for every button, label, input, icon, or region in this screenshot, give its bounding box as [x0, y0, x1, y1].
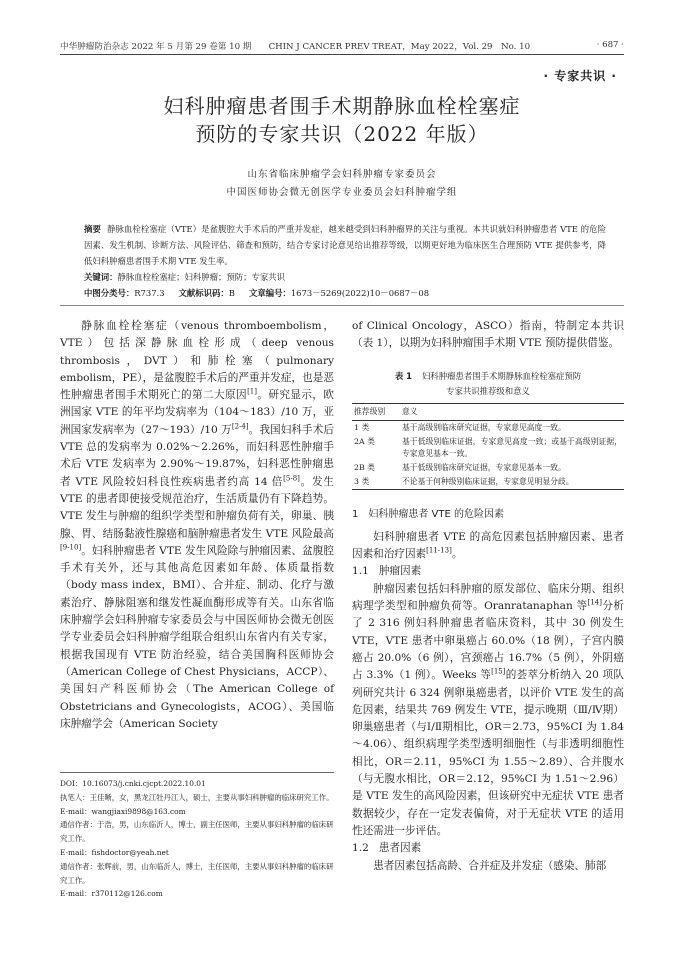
section-1-paragraph — [352, 529, 624, 564]
footnote-email-2[interactable]: E-mail：fishdoctor@yeah.net — [60, 847, 169, 857]
citation-ref[interactable]: [2-4] — [231, 422, 249, 431]
citation-ref[interactable]: [1] — [247, 387, 257, 396]
table-row — [352, 461, 624, 475]
intro-text-2: 。研究显示，欧洲国家 VTE 的年平均发病率为（104～183）/10 万，亚洲国家发病率为（27～193）/10 万 — [60, 389, 335, 436]
cell-level: 2B 类 — [354, 462, 375, 472]
right-column — [352, 318, 624, 875]
intro-text-1: 静脉血栓栓塞症（venous thromboembolism，VTE）包括深静脉血栓形成（deep venous thrombosis，DVT）和肺栓塞（pulmonary embolism，PE），是盆腹腔手术后的严重并发症，也是恶性肿瘤患者围手术期死亡的第二大原因 — [60, 320, 334, 402]
page-number: · 687 · — [596, 40, 624, 50]
article-title-line-2: 预防的专家共识（2022 年版） — [195, 122, 489, 146]
header-level: 推荐级别 — [352, 403, 400, 420]
abstract-text: 静脉血栓栓塞症（VTE）是盆腹腔大手术后的严重并发症，越来越受到妇科肿瘤界的关注与重视。本共识就妇科肿瘤患者 VTE 的危险因素、发生机制、诊断方法、风险评估、筛查和预防，结合专家讨论意见给出推荐等级，以期更好地为临床医生合理预防 VTE 提供参考，降低妇科肿瘤患者围手术期 VTE 发生率。 — [84, 224, 606, 266]
subsection-heading-1-1 — [352, 563, 624, 580]
subsection-1-2-paragraph: 患者因素包括高龄、合并症及并发症（感染、肺部 — [373, 859, 607, 872]
keywords-label: 关键词： — [84, 272, 118, 282]
author-group-2: 中国医师协会微无创医学专业委员会妇科肿瘤学组 — [226, 187, 458, 198]
cell-meaning: 基于高级别临床研究证据，专家意见高度一致。 — [402, 422, 566, 432]
cell-meaning: 不论基于何种级别临床证据，专家意见明显分歧。 — [400, 475, 624, 490]
citation-ref[interactable]: [14] — [587, 598, 602, 607]
citation-ref[interactable]: [5-8] — [283, 474, 300, 483]
cell-level: 2A 类 — [354, 436, 375, 446]
citation-ref[interactable]: [11-13] — [426, 546, 452, 555]
intro-paragraph — [60, 318, 334, 733]
footnote-author-1: 执笔人：王佳晰，女，黑龙江牡丹江人，硕士，主要从事妇科肿瘤的临床研究工作。 — [60, 792, 334, 802]
author-groups — [60, 166, 624, 202]
subsection-heading-1-2 — [352, 840, 624, 857]
article-title-line-1: 妇科肿瘤患者围手术期静脉血栓栓塞症 — [163, 94, 521, 118]
subsection-title: 肿瘤因素 — [378, 565, 422, 578]
article-title — [60, 92, 624, 148]
cell-meaning: 基于低级别临床研究证据，专家意见基本一致。 — [402, 462, 566, 472]
citation-ref[interactable]: [15] — [491, 667, 506, 676]
doc-code-value: B — [228, 288, 235, 298]
subsection-1-1-text: 肿瘤因素包括妇科肿瘤的原发部位、临床分期、组织病理学类型和肿瘤负荷等。Oranratanaphan 等 — [352, 582, 624, 613]
table-row — [352, 475, 624, 490]
section-heading-1: 1 妇科肿瘤患者 VTE 的危险因素 — [352, 508, 504, 520]
subsection-1-1-paragraph — [352, 581, 624, 840]
running-head — [60, 40, 624, 55]
table-caption — [352, 369, 624, 399]
footnotes — [60, 772, 334, 901]
subsection-1-1-text-2: 分析了 2 316 例妇科肿瘤患者临床资料，其中 30 例发生 VTE，VTE 患者中卵巢癌占 60.0%（18 例），子宫内膜癌占 20.0%（6 例），宫颈癌占 16.7%（5 例），外阴癌占 3.3%（1 例）。Weeks 等 — [352, 600, 624, 682]
article-number-value: 1673－5269(2022)10－0687－08 — [290, 288, 430, 298]
intro-text-4: 。发生 VTE 的患者即使接受规范治疗，生活质量仍有下降趋势。VTE 发生与肿瘤的组织学类型和肿瘤负荷有关，卵巢、胰腺、胃、结肠黏液性腺癌和脑肿瘤患者发生 VTE 风险最高 — [60, 475, 334, 540]
table-row — [352, 435, 624, 461]
table-row — [352, 420, 624, 435]
section-1-text-tail: 。 — [451, 548, 463, 561]
header-meaning: 意义 — [400, 403, 624, 420]
keywords — [84, 269, 606, 285]
table-caption-line-1: 妇科肿瘤患者围手术期静脉血栓栓塞症预防 — [422, 370, 582, 381]
classification-line — [84, 285, 606, 301]
citation-ref[interactable]: [9-10] — [60, 543, 82, 552]
clc-label: 中图分类号： — [84, 288, 135, 298]
intro-continuation: of Clinical Oncology，ASCO）指南，特制定本共识（表 1），以期为妇科肿瘤围手术期 VTE 预防提供借鉴。 — [352, 320, 624, 350]
clc-value: R737.3 — [134, 288, 165, 298]
keywords-text: 静脉血栓栓塞症；妇科肿瘤；预防；专家共识 — [117, 272, 285, 282]
section-tag: · 专家共识 · — [543, 69, 617, 83]
doi: DOI：10.16073/j.cnki.cjcpt.2022.10.01 — [60, 779, 206, 788]
cell-meaning: 基于低级别临床证据，专家意见高度一致；或基于高级别证据，专家意见基本一致。 — [402, 436, 622, 458]
article-number-label: 文章编号： — [248, 288, 291, 298]
author-group-1: 山东省临床肿瘤学会妇科肿瘤专家委员会 — [247, 169, 437, 180]
journal-citation: 中华肿瘤防治杂志 2022 年 5 月第 29 卷第 10 期 CHIN J CANCER PREV TREAT，May 2022，Vol. 29 No. 10 — [60, 42, 531, 52]
abstract — [84, 221, 606, 269]
footnote-author-2: 通信作者：于浩，男，山东临沂人，博士，副主任医师，主要从事妇科肿瘤的临床研究工作。 — [60, 820, 334, 844]
footnote-email-3[interactable]: E-mail：r370112@126.com — [60, 889, 163, 899]
recommendation-table — [352, 403, 624, 490]
header-divider — [60, 305, 624, 306]
subsection-title: 患者因素 — [378, 842, 422, 855]
subsection-1-1-text-3: 的荟萃分析纳入 20 项队列研究共计 6 324 例卵巢癌患者，以评价 VTE 发生的高危因素，结果共 769 例发生 VTE，提示晚期（Ⅲ/Ⅳ期）卵巢癌患者（与Ⅰ/Ⅱ期相比，OR＝2.73，95%CI 为 1.84～4.06）、组织病理学类型透明细胞性（与非透明细胞性相比，OR＝2.11，95%CI 为 1.55～2.89）、合并腹水（与无腹水相比，OR＝2.12，95%CI 为 1.51～2.96）是 VTE 发生的高风险因素，但该研究中无症状 VTE 患者数据较少，存在一定发表偏倚，对于无症状 VTE 的适用性还需进一步评估。 — [352, 669, 625, 837]
doc-code-label: 文献标识码： — [178, 288, 229, 298]
cell-level: 3 类 — [352, 475, 400, 490]
intro-text-3: 。我国妇科手术后 VTE 总的发病率为 0.02%～2.26%，而妇科恶性肿瘤手术后 VTE 发病率为 2.90%～19.87%，妇科恶性肿瘤患者 VTE 风险较妇科良性疾病患者约高 14 倍 — [60, 423, 335, 488]
intro-text-5: 。妇科肿瘤患者 VTE 发生风险除与肿瘤因素、盆腹腔手术有关外，还与其他高危因素如年龄、体质量指数（body mass index，BMI）、合并症、制动、化疗与激素治疗、静脉阻塞和继发性凝血酶形成等有关。山东省临床肿瘤学会妇科肿瘤专家委员会与中国医师协会微无创医学专业委员会妇科肿瘤学组联合组织山东省内有关专家，根据我国现有 VTE 防治经验，结合美国胸科医师协会（American College of Chest Physicians，ACCP）、美国妇产科医师协会（The American College of Obstetricians and Gynecologists，ACOG）、美国临床肿瘤学会（American Society — [60, 544, 334, 730]
subsection-number: 1.2 — [352, 842, 369, 855]
table-label: 表 1 — [394, 370, 412, 381]
footnote-email-1[interactable]: E-mail：wangjiaxi9898@163.com — [60, 806, 186, 816]
abstract-label: 摘要 — [84, 224, 101, 234]
section-1-text: 妇科肿瘤患者 VTE 的高危因素包括肿瘤因素、患者因素和治疗因素 — [352, 530, 624, 561]
table-header-row — [352, 403, 624, 420]
left-column — [60, 318, 334, 733]
subsection-number: 1.1 — [352, 565, 369, 578]
table-caption-line-2: 专家共识推荐级和意义 — [446, 385, 530, 396]
footnote-author-3: 通信作者：张辉前，男，山东临沂人，博士，主任医师，主要从事妇科肿瘤的临床研究工作。 — [60, 861, 334, 885]
cell-level: 1 类 — [354, 422, 370, 432]
